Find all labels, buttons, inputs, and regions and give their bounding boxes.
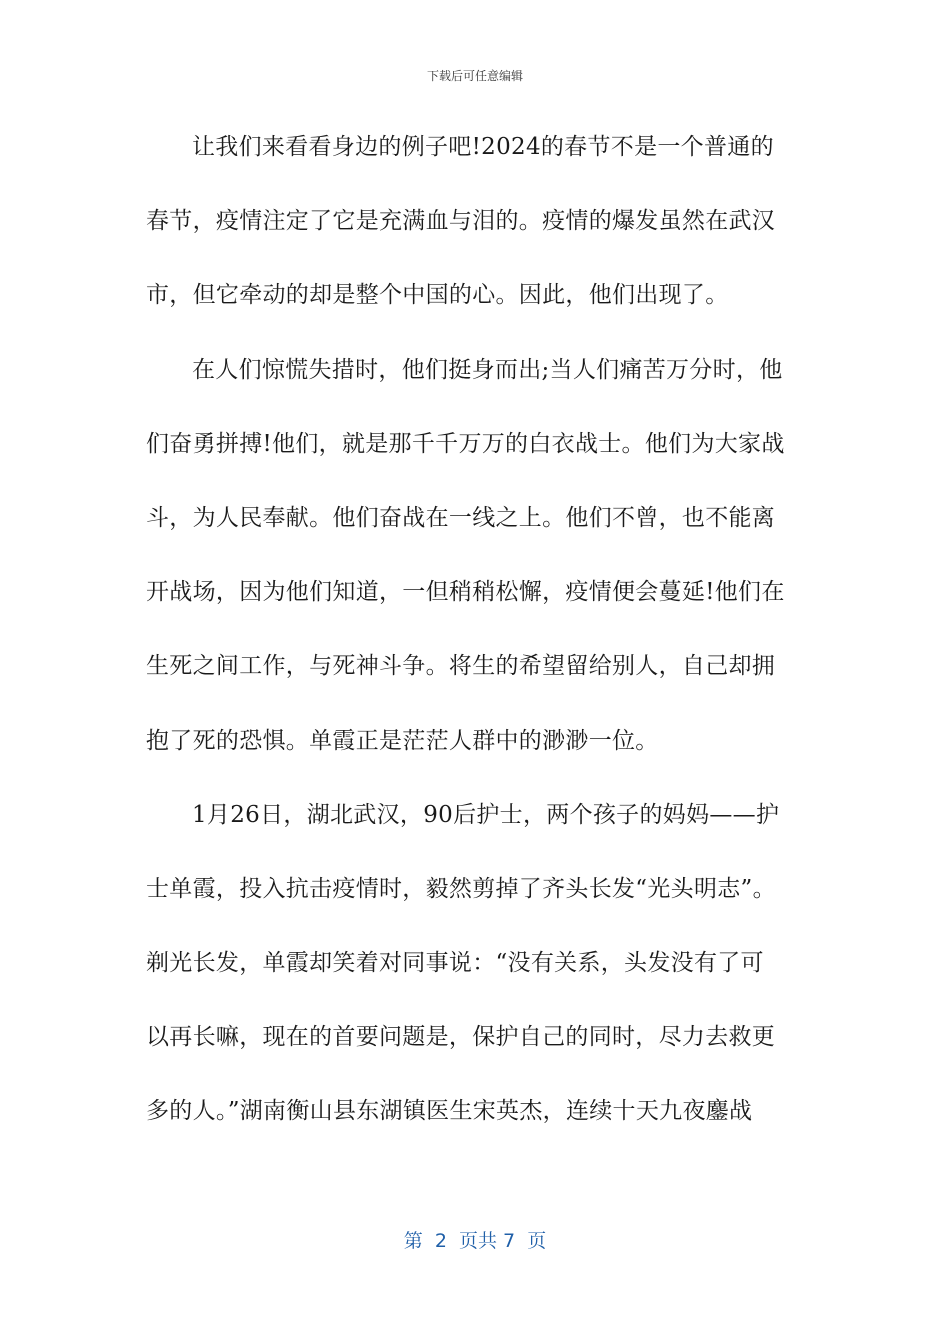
text-line: 1月26日，湖北武汉，90后护士，两个孩子的妈妈——护 — [192, 801, 780, 828]
text-line: 开战场，因为他们知道，一但稍稍松懈，疫情便会蔓延!他们在 — [146, 579, 785, 606]
text-line: 生死之间工作，与死神斗争。将生的希望留给别人，自己却拥 — [146, 653, 776, 680]
text-line: 们奋勇拼搏!他们，就是那千千万万的白衣战士。他们为大家战 — [146, 430, 785, 457]
page-number-footer: 第 2 页共 7 页 — [403, 1230, 547, 1252]
text-line: 市，但它牵动的却是整个中国的心。因此，他们出现了。 — [146, 282, 729, 309]
page-header: 下载后可任意编辑 — [426, 69, 523, 83]
text-line: 斗，为人民奉献。他们奋战在一线之上。他们不曾，也不能离 — [146, 504, 776, 531]
text-line: 春节，疫情注定了它是充满血与泪的。疫情的爆发虽然在武汉 — [146, 208, 776, 235]
text-line: 多的人。”湖南衡山县东湖镇医生宋英杰，连续十天九夜鏖战 — [146, 1098, 753, 1125]
text-line: 士单霞，投入抗击疫情时，毅然剪掉了齐头长发“光头明志”。 — [146, 875, 776, 902]
text-line: 剃光长发，单霞却笑着对同事说：“没有关系，头发没有了可 — [146, 950, 764, 977]
document-body — [146, 125, 808, 1164]
text-line: 让我们来看看身边的例子吧!2024的春节不是一个普通的 — [192, 134, 774, 160]
text-line: 在人们惊慌失措时，他们挺身而出;当人们痛苦万分时，他 — [192, 356, 783, 383]
text-line: 以再长嘛，现在的首要问题是，保护自己的同时，尽力去救更 — [146, 1024, 776, 1051]
text-line: 抱了死的恐惧。单霞正是茫茫人群中的渺渺一位。 — [146, 727, 659, 754]
